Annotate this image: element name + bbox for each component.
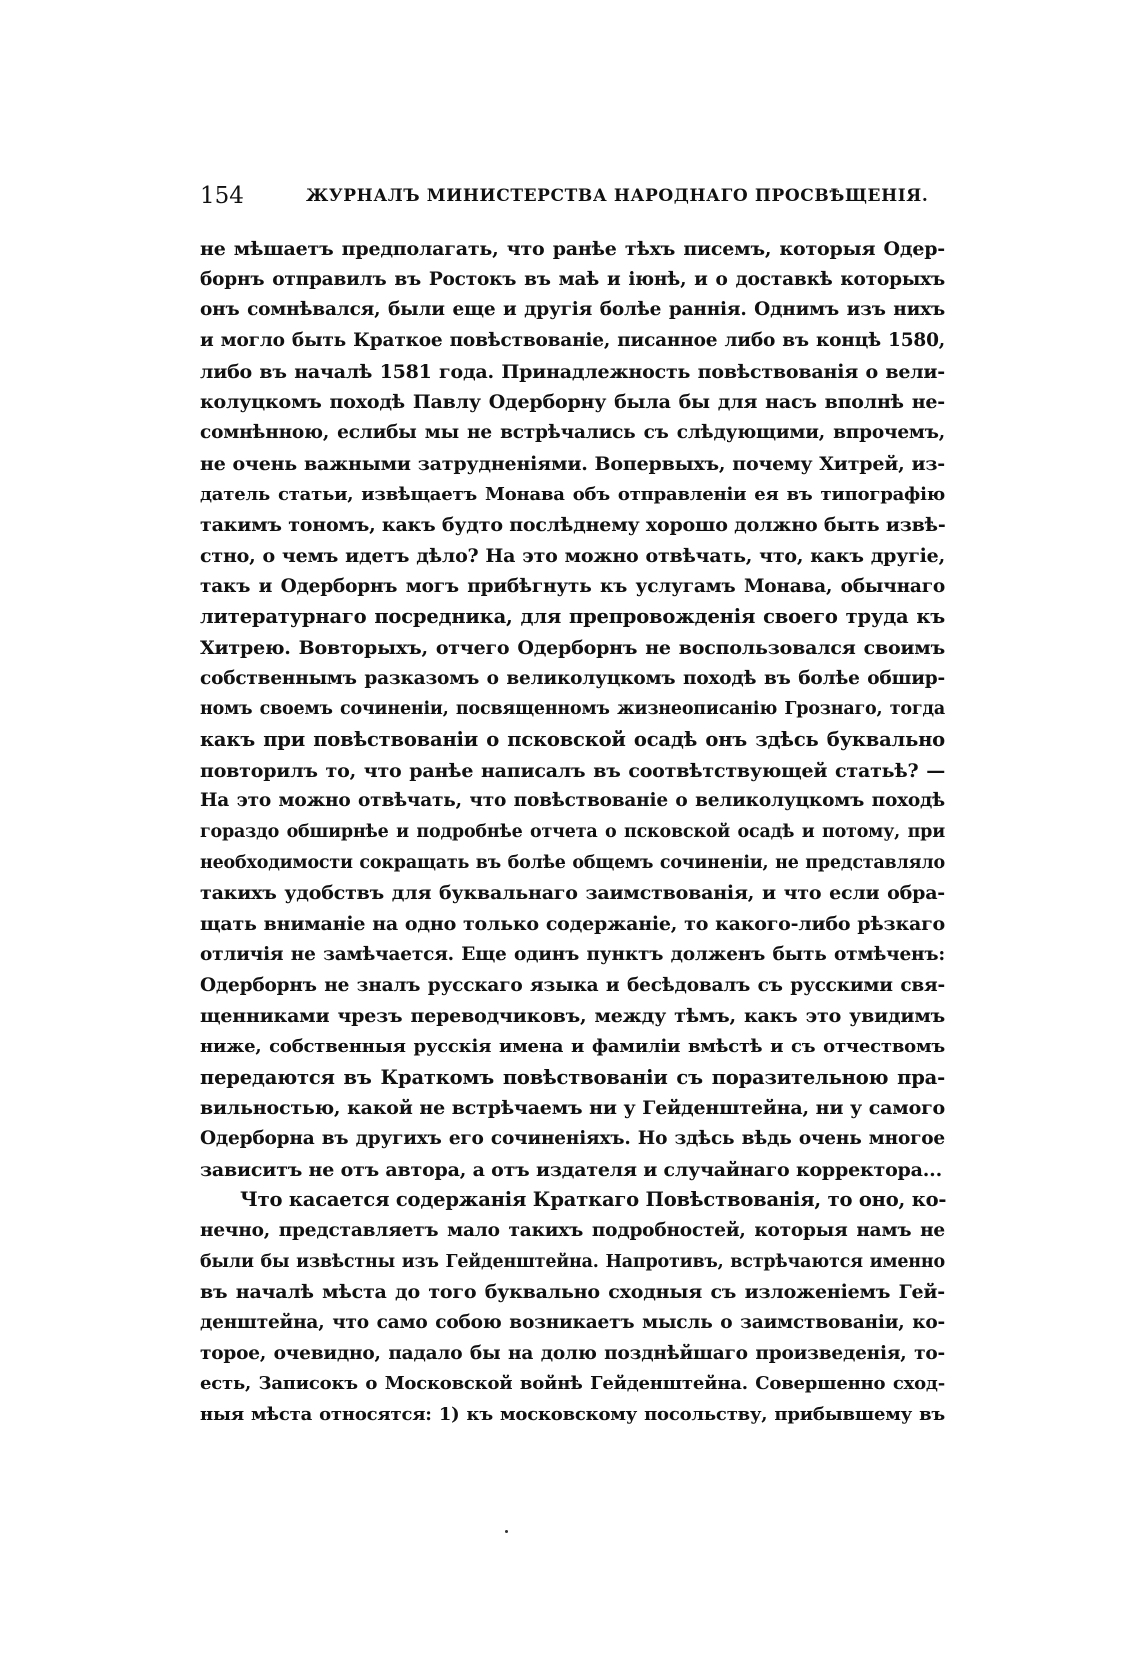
body-text (200, 234, 945, 1431)
text-line: въ началѣ мѣста до того буквально сходныя съ изложеніемъ Гей- (200, 1281, 945, 1304)
text-line: повторилъ то, что ранѣе написалъ въ соотвѣтствующей статьѣ? — (200, 759, 945, 782)
paragraphs (200, 234, 945, 1431)
text-line: номъ своемъ сочиненіи, посвященномъ жизнеописанію Грознаго, тогда (200, 699, 945, 720)
text-line: щенниками чрезъ переводчиковъ, между тѣмъ, какъ это увидимъ (200, 1005, 945, 1028)
text-line: На это можно отвѣчать, что повѣствованіе о великолуцкомъ походѣ (200, 790, 945, 812)
text-line: зависитъ не отъ автора, а отъ издателя и случайнаго корректора... (200, 1158, 942, 1181)
text-line: денштейна, что само собою возникаетъ мысль о заимствованіи, ко- (200, 1312, 945, 1334)
text-line: передаются въ Краткомъ повѣствованіи съ поразительною пра- (200, 1065, 945, 1089)
text-line: сомнѣнною, еслибы мы не встрѣчались съ слѣдующими, впрочемъ, (200, 422, 945, 444)
text-line: собственнымъ разказомъ о великолуцкомъ походѣ въ болѣе обшир- (200, 667, 945, 689)
text-line: и могло быть Краткое повѣствованіе, писанное либо въ концѣ 1580, (200, 330, 945, 352)
text-line: литературнаго посредника, для препровожденія своего труда къ (200, 605, 945, 629)
text-line: онъ сомнѣвался, были еще и другія болѣе раннія. Однимъ изъ нихъ (200, 299, 945, 321)
text-line: не очень важными затрудненіями. Вопервыхъ, почему Хитрей, из- (200, 452, 945, 475)
page-header (200, 183, 948, 213)
paragraph (200, 1185, 945, 1431)
text-line: ныя мѣста относятся: 1) къ московскому посольству, прибывшему въ (200, 1404, 945, 1426)
text-line: такихъ удобствъ для буквальнаго заимствованія, и что если обра- (200, 882, 945, 905)
text-line: такимъ тономъ, какъ будто послѣднему хорошо должно быть извѣ- (200, 514, 946, 537)
text-line: Хитрею. Вовторыхъ, отчего Одерборнъ не воспользовался своимъ (200, 636, 945, 659)
text-line: какъ при повѣствованіи о псковской осадѣ онъ здѣсь буквально (200, 728, 945, 751)
text-line: Одерборна въ другихъ его сочиненіяхъ. Но здѣсь вѣдь очень многое (200, 1127, 945, 1149)
text-line: датель статьи, извѣщаетъ Монава объ отправленіи ея въ типографію (200, 483, 945, 505)
print-speck (505, 1530, 508, 1533)
text-line: борнъ отправилъ въ Ростокъ въ маѣ и іюнѣ, и о доставкѣ которыхъ (200, 268, 945, 290)
text-line: ниже, собственныя русскія имена и фамиліи вмѣстѣ и съ отчествомъ (200, 1035, 945, 1057)
page-number: 154 (200, 183, 244, 209)
text-line: были бы извѣстны изъ Гейденштейна. Напротивъ, встрѣчаются именно (200, 1251, 945, 1272)
text-line: торое, очевидно, падало бы на долю позднѣйшаго произведенія, то- (200, 1342, 945, 1364)
text-line: Что касается содержанія Краткаго Повѣствованія, то оно, ко- (240, 1188, 947, 1212)
text-line: Одерборнъ не зналъ русскаго языка и бесѣдовалъ съ русскими свя- (200, 974, 945, 996)
text-line: отличія не замѣчается. Еще одинъ пунктъ долженъ быть отмѣченъ: (200, 943, 945, 965)
text-line: либо въ началѣ 1581 года. Принадлежность повѣствованія о вели- (200, 360, 945, 383)
text-line: необходимости сокращать въ болѣе общемъ сочиненіи, не представляло (200, 852, 945, 873)
text-line: колуцкомъ походѣ Павлу Одерборну была бы для насъ вполнѣ не- (200, 391, 945, 414)
text-line: нечно, представляетъ мало такихъ подробностей, которыя намъ не (200, 1220, 945, 1241)
text-line: такъ и Одерборнъ могъ прибѣгнуть къ услугамъ Монава, обычнаго (200, 575, 945, 597)
text-line: гораздо обширнѣе и подробнѣе отчета о псковской осадѣ и потому, при (200, 822, 945, 843)
paragraph (200, 234, 945, 1185)
text-line: щать вниманіе на одно только содержаніе, то какого-либо рѣзкаго (200, 913, 945, 936)
text-line: стно, о чемъ идетъ дѣло? На это можно отвѣчать, что, какъ другіе, (200, 544, 945, 567)
text-line: вильностью, какой не встрѣчаемъ ни у Гейденштейна, ни у самого (200, 1097, 945, 1120)
text-line: есть, Записокъ о Московской войнѣ Гейденштейна. Совершенно сход- (200, 1373, 945, 1395)
running-title: ЖУРНАЛЪ МИНИСТЕРСТВА НАРОДНАГО ПРОСВѢЩЕНІЯ. (306, 186, 929, 206)
text-line: не мѣшаетъ предполагать, что ранѣе тѣхъ писемъ, которыя Одер- (200, 238, 945, 260)
